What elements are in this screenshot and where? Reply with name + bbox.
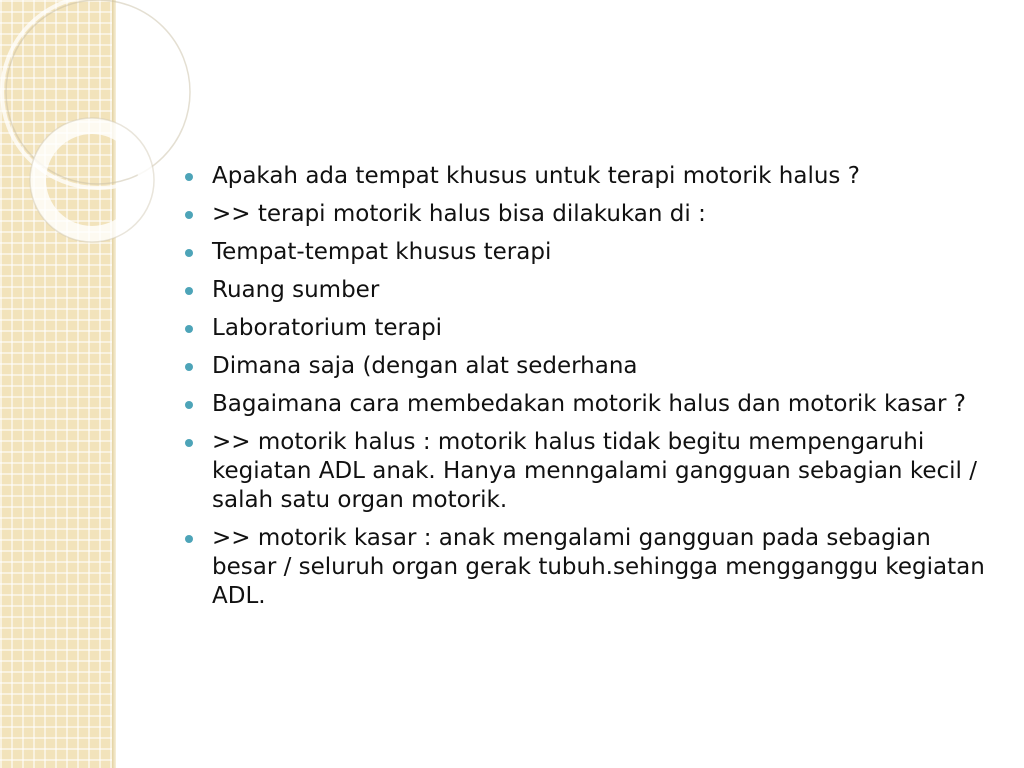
list-item xyxy=(182,524,992,611)
list-item xyxy=(182,390,992,419)
list-item xyxy=(182,314,992,343)
bullet-text: >> motorik kasar : anak mengalami gangguan pada sebagian besar / seluruh organ gerak tubuh.sehingga mengganggu kegiatan ADL. xyxy=(212,525,985,609)
bullet-text: Dimana saja (dengan alat sederhana xyxy=(212,353,638,379)
bullet-dot-icon xyxy=(185,363,193,371)
bullet-dot-icon xyxy=(185,211,193,219)
bullet-dot-icon xyxy=(185,535,193,543)
list-item xyxy=(182,162,992,191)
bullet-text: >> motorik halus : motorik halus tidak begitu mempengaruhi kegiatan ADL anak. Hanya menngalami gangguan sebagian kecil / salah satu organ motorik. xyxy=(212,429,977,513)
bullet-dot-icon xyxy=(185,439,193,447)
bullet-text: Tempat-tempat khusus terapi xyxy=(212,239,552,265)
bullet-list xyxy=(182,162,992,611)
bullet-dot-icon xyxy=(185,173,193,181)
bullet-dot-icon xyxy=(185,401,193,409)
list-item xyxy=(182,200,992,229)
bullet-text: >> terapi motorik halus bisa dilakukan di : xyxy=(212,201,706,227)
bullet-text: Laboratorium terapi xyxy=(212,315,443,341)
bullet-text: Ruang sumber xyxy=(212,277,380,303)
list-item xyxy=(182,428,992,515)
decorative-rings xyxy=(0,0,200,260)
slide-content xyxy=(182,162,992,620)
bullet-text: Bagaimana cara membedakan motorik halus dan motorik kasar ? xyxy=(212,391,967,417)
bullet-dot-icon xyxy=(185,325,193,333)
list-item xyxy=(182,238,992,267)
bullet-text: Apakah ada tempat khusus untuk terapi motorik halus ? xyxy=(212,163,860,189)
list-item xyxy=(182,352,992,381)
bullet-dot-icon xyxy=(185,287,193,295)
list-item xyxy=(182,276,992,305)
large-ring-inner xyxy=(6,0,190,184)
bullet-dot-icon xyxy=(185,249,193,257)
small-ring xyxy=(38,126,146,234)
